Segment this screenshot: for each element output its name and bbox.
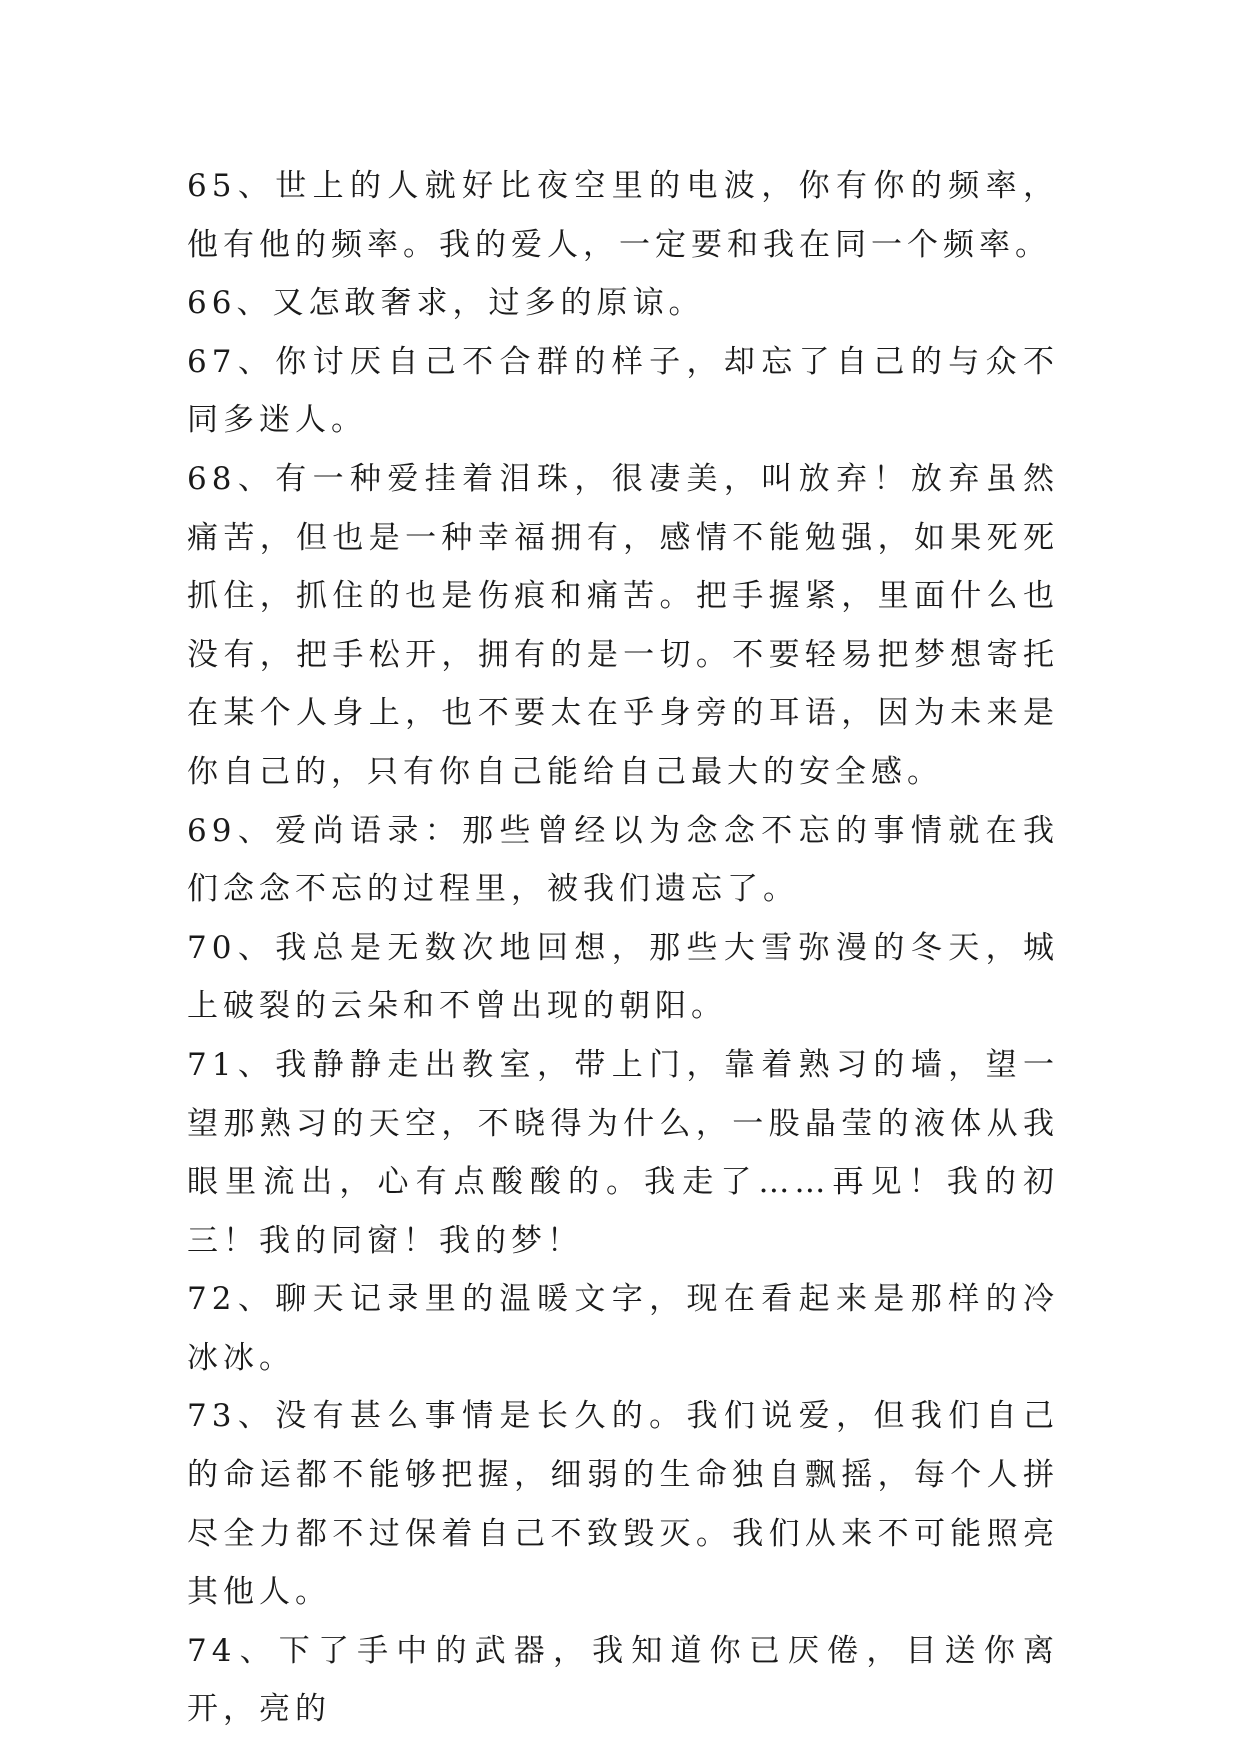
quote-item-69: 69、爱尚语录：那些曾经以为念念不忘的事情就在我们念念不忘的过程里，被我们遗忘了。 — [187, 812, 1059, 908]
quote-item-72: 72、聊天记录里的温暖文字，现在看起来是那样的冷冰冰。 — [187, 1281, 1059, 1376]
quote-item-67: 67、你讨厌自己不合群的样子，却忘了自己的与众不同多迷人。 — [187, 343, 1059, 439]
quote-item-73: 73、没有甚么事情是长久的。我们说爱，但我们自己的命运都不能够把握，细弱的生命独自飘摇，每个人拼尽全力都不过保着自己不致毁灭。我们从来不可能照亮其他人。 — [187, 1398, 1059, 1611]
quote-item-65: 65、世上的人就好比夜空里的电波，你有你的频率，他有他的频率。我的爱人，一定要和我在同一个频率。 — [187, 168, 1059, 263]
quote-item-70: 70、我总是无数次地回想，那些大雪弥漫的冬天，城上破裂的云朵和不曾出现的朝阳。 — [187, 929, 1059, 1025]
document-body — [187, 157, 1059, 1739]
quote-item-66: 66、又怎敢奢求，过多的原谅。 — [187, 285, 705, 322]
quote-item-68: 68、有一种爱挂着泪珠，很凄美，叫放弃！放弃虽然痛苦，但也是一种幸福拥有，感情不能勉强，如果死死抓住，抓住的也是伤痕和痛苦。把手握紧，里面什么也没有，把手松开，拥有的是一切。不要轻易把梦想寄托在某个人身上，也不要太在乎身旁的耳语，因为未来是你自己的，只有你自己能给自己最大的安全感。 — [187, 460, 1059, 790]
quote-item-71: 71、我静静走出教室，带上门，靠着熟习的墙，望一望那熟习的天空，不晓得为什么，一股晶莹的液体从我眼里流出，心有点酸酸的。我走了……再见！我的初三！我的同窗！我的梦！ — [187, 1046, 1059, 1259]
quote-item-74: 74、下了手中的武器，我知道你已厌倦，目送你离开，亮的 — [187, 1632, 1059, 1728]
